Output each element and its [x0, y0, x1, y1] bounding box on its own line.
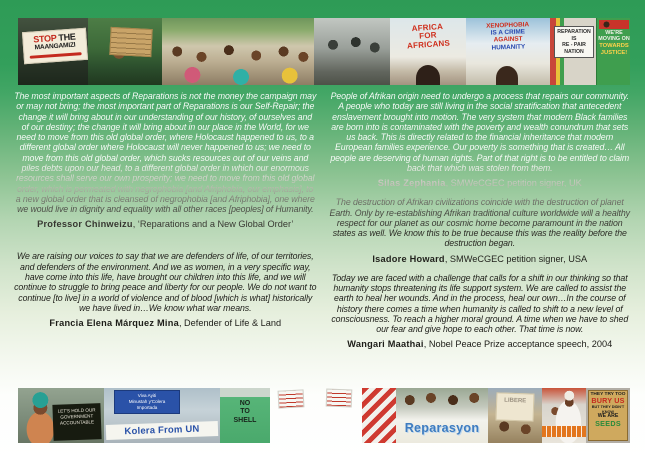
quote-text: The destruction of Afrikan civilizations coincide with the destruction of planet Earth. Only by re-establishing Afrikan traditional culture worldwide will a healthy respect for our planet as our cosmic home become paramount in the nation states as well. We know this to be true because this was the reality before the destruction began.	[329, 197, 630, 249]
sign-line: SHELL	[233, 416, 257, 424]
sign-line: GOVERNMENT	[60, 413, 94, 420]
photo-stop-maangamizi-rally	[18, 18, 88, 85]
reparasyon-banner-text: Reparasyon	[404, 421, 480, 435]
left-column	[14, 91, 317, 383]
sign-line: WE'RE	[605, 30, 623, 36]
we-are-seeds-sign	[588, 390, 628, 441]
sign-word-the: THE	[55, 31, 76, 43]
kolera-from-un-banner: Kolera From UN	[106, 421, 218, 440]
quote-marquez-mina	[14, 251, 317, 328]
government-accountable-sign	[52, 403, 101, 441]
orange-banner	[542, 426, 586, 437]
source-text: , SMWeCGEC petition signer, UK	[445, 178, 582, 189]
sign-word-stop: STOP	[33, 32, 57, 45]
sign-word-maangamizi: MAANGAMIZI	[34, 41, 76, 52]
photo-striped-flag	[362, 388, 396, 443]
photo-reparation-placard	[550, 18, 596, 85]
person-silhouette	[496, 66, 518, 85]
justice-sign	[597, 30, 630, 57]
bottom-photo-strip	[18, 388, 630, 443]
quote-attribution	[329, 339, 632, 349]
sign-line: BURY US	[591, 396, 625, 406]
photo-woman-accountability-sign	[18, 388, 104, 443]
sign-line: WE ARE	[597, 412, 619, 419]
source-text: , Defender of Life & Land	[178, 318, 282, 329]
sign-line: REPARATION	[557, 29, 591, 35]
top-photo-strip	[18, 18, 630, 85]
photo-white-shirt-marchers	[270, 388, 362, 443]
sign-line: MOVING ON	[598, 36, 630, 43]
quotes-area	[14, 91, 631, 383]
person-silhouette	[416, 65, 440, 85]
quote-maathai	[329, 273, 632, 350]
sign-line: THEY TRY TOO	[590, 392, 626, 397]
sign-line: AFRICA	[411, 21, 444, 34]
quote-attribution	[14, 219, 317, 229]
photo-we-are-seeds-sign	[586, 388, 630, 443]
photo-marching-crowd	[162, 18, 314, 85]
sign-line: LET'S HOLD OUR	[57, 407, 96, 414]
quote-text: Today we are faced with a challenge that calls for a shift in our thinking so that humanity stops threatening its life support system. We are called to assist the earth to heal her wounds. And in the process, heal our own…In the course of history there comes a time when humanity is called to shift to a new level of consciousness. To reach a higher moral ground. A time when we have to shed our fear and give hope to each other. That time is now.	[331, 272, 629, 335]
quote-attribution	[329, 178, 632, 188]
photo-libere-cardboard	[488, 388, 542, 443]
source-text: , SMWeCGEC petition signer, USA	[444, 253, 588, 264]
sign-line: IS	[571, 35, 577, 42]
photo-woman-with-child	[542, 388, 586, 443]
sign-line: NO	[239, 400, 251, 407]
quote-text: People of Afrikan origin need to undergo a process that repairs our community. A people who today are still living in the social stratification that antecedent enslavement brought into motion. The very system that modern Black families are born into is contaminated with the poverty and wealth conundrum that sets us back. This is directly related to the financial inheritance that modern European families experience. Our poverty is something that is created… All people are deserving of human rights. Part of that right is to be entitled to claim back that which was stolen from them.	[330, 91, 630, 173]
photo-soldiers	[314, 18, 390, 85]
photo-no-to-shell	[220, 388, 270, 443]
sign-line: FOR	[418, 30, 437, 41]
protest-placard	[278, 389, 305, 408]
source-text: , ‘Reparations and a New Global Order’	[132, 219, 294, 230]
author-name: Professor Chinweizu	[37, 219, 133, 230]
red-header-bar	[599, 20, 629, 29]
sign-line: Minustah y'Colera	[128, 398, 166, 404]
quote-howard	[329, 197, 632, 263]
quote-attribution	[329, 254, 632, 264]
sign-line: TO	[240, 408, 250, 416]
author-name: Isadore Howard	[372, 253, 445, 264]
sign-line: Importada	[136, 404, 158, 410]
sign-line: ACCOUNTABLE	[59, 419, 95, 426]
viva-ayiti-sign	[114, 390, 180, 414]
photo-reparasyon-banner	[396, 388, 488, 443]
sign-line: JUSTICE!	[600, 49, 628, 56]
photo-man-with-cardboard-sign	[88, 18, 162, 85]
sign-line: HUMANITY	[491, 42, 526, 52]
quote-text: We are raising our voices to say that we are defenders of life, of our territories, and defenders of the environment. And we as women, in a very specific way, have come into this life, have brought our children into this life, and we will continue to struggle to bring peace and liberty for our people. We do not want to continue [to live] in a world of violence and of blood [which is what] historically we have lived in…We know what war means.	[14, 251, 317, 313]
sign-line: BUT THEY DIDN'T KNOW	[591, 405, 625, 414]
sign-line: AGAINST	[493, 35, 523, 44]
protest-placard	[326, 389, 353, 408]
xenophobia-sign	[466, 21, 550, 53]
quote-chinweizu	[14, 91, 317, 229]
africa-for-africans-sign	[390, 21, 466, 51]
sign-line: AFRICANS	[406, 38, 451, 51]
sign-line: TOWARDS	[599, 42, 629, 49]
sign-line: NATION	[564, 48, 584, 55]
stop-maangamizi-sign	[22, 28, 88, 64]
photo-africa-for-africans-banner	[390, 18, 466, 85]
libere-sign: LIBERE	[496, 392, 535, 421]
sign-line: XENOPHOBIA	[486, 21, 530, 30]
author-name: Francia Elena Márquez Mina	[49, 318, 179, 329]
right-column	[329, 91, 632, 383]
cardboard-sign	[109, 27, 152, 57]
sign-line: SEEDS	[595, 418, 621, 428]
photo-kolera-protest	[104, 388, 220, 443]
photo-justice-board	[596, 18, 630, 85]
quote-zephania	[329, 91, 632, 188]
sign-line: RE - PAIR	[562, 42, 586, 48]
quote-attribution	[14, 318, 317, 328]
author-name: Wangari Maathai	[347, 339, 424, 350]
author-name: Silas Zephania	[377, 178, 446, 189]
sign-line: Viva Ayiti	[137, 393, 157, 398]
no-to-shell-sign	[220, 400, 270, 425]
photo-xenophobia-banner	[466, 18, 550, 85]
sign-line: IS A CRIME	[490, 28, 526, 37]
source-text: , Nobel Peace Prize acceptance speech, 2004	[423, 339, 613, 350]
quote-text: The most important aspects of Reparations is not the money the campaign may or may not bring; the most important part of Reparations is our Self-Repair; the change it will bring about in our understanding of our history, of ourselves and of our destiny; the change it will bring about in our place in the World, for we need to move from this old global order, where Holocaust happened to us, to a different global order where Holocaust will never happened to us; we need to move from this old global order, which sucks resources out of our veins and piles debts upon our head, to a different global order in which our enormous resources shall serve our own prosperity; we need to move from this old global order, which is permeated with negrophobia [and Afriphobia, our emphasis], to a new global order that is cleansed of negrophobia [and Afriphobia], one where we would live in dignity and equality with all other races [peoples] of Humanity.	[14, 91, 317, 215]
reparation-sign	[554, 26, 594, 58]
